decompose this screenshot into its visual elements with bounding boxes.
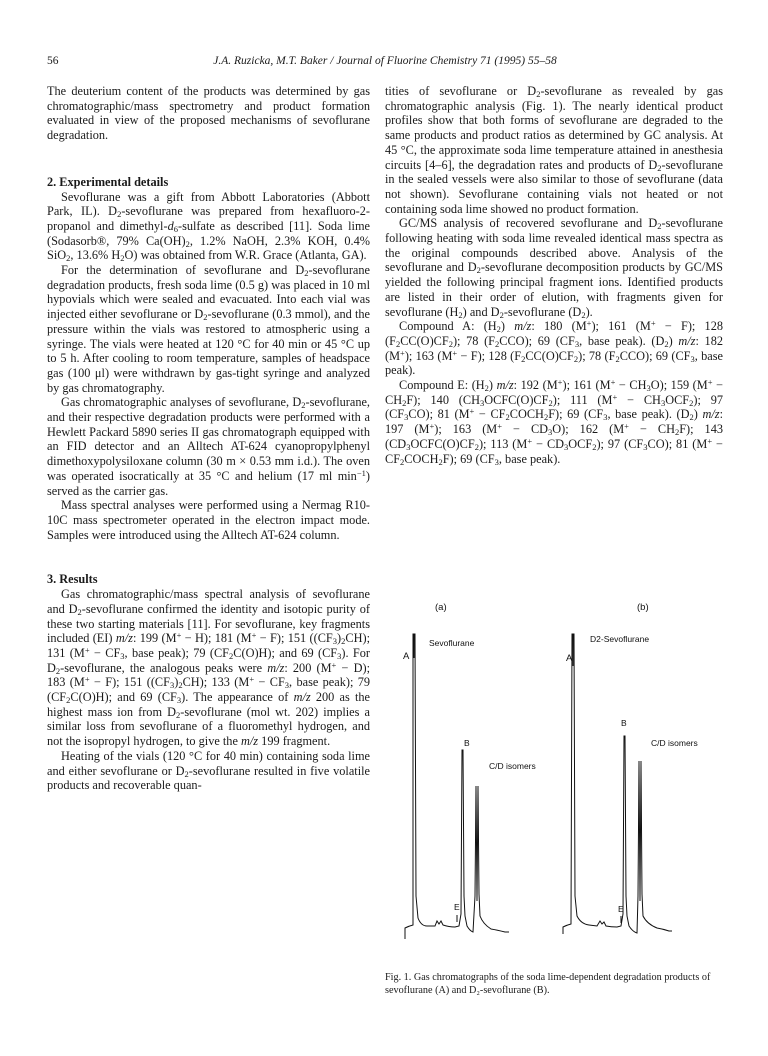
paragraph-materials: Sevoflurane was a gift from Abbott Laboratories (Abbott Park, IL). $D_2$-sevoflurane was prepared from hexafluoro-2-propanol and dimethyl-$d_6$-sulfate as described [11]. Soda lime (Sodasorb®, 79% $Ca(OH)_2$, 1.2% NaOH, 2.3% KOH, 0.4% SiO$_2$, 13.6% $H_2O$) was obtained from W.R. Grace (Atlanta, GA). [47,189,371,264]
trace-panel-b [563,634,672,934]
paragraph-gcms-analysis: GC/MS analysis of recovered sevoflurane and $D_2$-sevoflurane following heating with soda lime revealed identical mass spectra as the original compounds described above. Analysis of the sevoflurane and $D_2$-sevoflurane decomposition products by GC/MS yielded the following principal fragment ions. Identified products are listed in their order of elution, with fragments given for sevoflurane $(H_2)$ and $D_2$-sevoflurane $(D_2)$. [385,216,723,320]
paragraph-compound-a: Compound A: $(H_2)$ m/z: 180 (M+); 161 (M+ − F); 128 $(F_2CC(O)CF_2)$; 78 $(F_2CCO)$; 69 ($CF_3$, base peak). $(D_2)$ m/z: 182 (M+); 163 (M+ − F); 128 $(F_2CC(O)CF_2)$; 78 $(F_2CCO)$; 69 ($CF_3$, base peak). [385,318,723,378]
panel-b-label: (b) [637,602,649,613]
peak-b-label-a: B [464,738,470,748]
chromatogram-svg [385,596,725,966]
peak-e-label-a: E [454,902,460,912]
panel-a-label: (a) [435,602,447,613]
running-header [47,55,723,71]
journal-citation: J.A. Ruzicka, M.T. Baker / Journal of Fluorine Chemistry 71 (1995) 55–58 [213,55,557,67]
intro-paragraph-end: The deuterium content of the products was determined by gas chromatographic/mass spectrometry and product formation evaluated in view of the proposed mechanisms of sevoflurane degradation. [47,84,370,143]
paragraph-gc-method: Gas chromatographic analyses of sevoflurane, $D_2$-sevoflurane, and their respective degradation products were performed with a Hewlett Packard 5890 series II gas chromatograph equipped with an FID detector and an Alltech AT-624 cyanopropylphenyl dimethoxypolysiloxane column (30 m × 0.53 mm i.d.). The oven was operated isocratically at 35 °C and helium (17 ml $\min^{-1}$) served as the carrier gas. [47,395,370,498]
cd-isomers-label-b: C/D isomers [651,738,698,748]
section-heading-experimental: 2. Experimental details [47,174,169,189]
peak-a-label-a: A [403,651,410,662]
section-heading-results: 3. Results [47,572,98,587]
figure-caption: Fig. 1. Gas chromatographs of the soda lime-dependent degradation products of sevoflurane (A) and D₂-sevoflurane (B). [385,972,711,996]
peak-a-label-b: A [566,653,573,664]
cd-isomers-label-a: C/D isomers [489,761,536,771]
figure-1-chromatograms [385,596,725,966]
trace-panel-a [405,634,509,939]
paragraph-compound-e: Compound E: $(H_2)$ m/z: 192 (M+); 161 $(M^+ - CH_3O)$; 159 $(M^+ - CH_2F)$; 140 $(CH_3OCFC(O)CF_2)$; 111 $(M^+ - CH_3OCF_2)$; 97 $(CF_3CO)$; 81 $(M^+ - CF_2COCH_2F)$; 69 ($CF_3$, base peak). $(D_2)$ m/z: 197 (M+); 163 $(M^+ - CD_3O)$; 162 $(M^+ - CH_2F)$; 143 $(CD_3OCFC(O)CF_2)$; 113 $(M^+ - CD_3OCF_2)$; 97 $(CF_3CO)$; 81 $(M^+ - CF_2COCH_2F)$; 69 ($CF_3$, base peak). [385,377,724,467]
paragraph-results-heating: Heating of the vials (120 °C for 40 min) containing soda lime and either sevoflurane or $D_2$-sevoflurane resulted in five volatile products and recoverable quan- [47,748,370,793]
panel-a-title: Sevoflurane [429,638,475,648]
paragraph-results-continued: tities of sevoflurane or $D_2$-sevoflurane as revealed by gas chromatographic analysis (Fig. 1). The nearly identical product profiles show that both forms of sevoflurane are degraded to the same products and product ratios as determined by GC analysis. At 45 °C, the approximate soda lime temperature attained in anesthesia circuits [4–6], the degradation rates and products of $D_2$-sevoflurane in the sealed vessels were also similar to those of sevoflurane (data not shown). Sevoflurane containing vials not heated or not containing soda lime showed no product formation. [385,84,724,216]
panel-b-title: D2-Sevoflurane [590,634,650,644]
peak-b-label-b: B [621,718,627,728]
paragraph-degradation-method: For the determination of sevoflurane and $D_2$-sevoflurane degradation products, fresh soda lime (0.5 g) was placed in 10 ml hypovials which were sealed and evacuated. Into each vial was injected either sevoflurane or $D_2$-sevoflurane (0.3 mmol), and the pressure within the vials was restored to atmospheric using a syringe. The vials were heated at 120 °C for 40 min or 45 °C up to 5 h. After cooling to room temperature, samples of headspace gas (100 μl) were withdrawn by gas-tight syringe and analyzed by gas chromatography. [47,263,370,395]
peak-e-label-b: E [618,904,624,914]
paragraph-results-identity: Gas chromatographic/mass spectral analysis of sevoflurane and $D_2$-sevoflurane confirmed the identity and isotopic purity of these two starting materials [11]. For sevoflurane, key fragments included (EI) m/z: 199 (M+ − H); 181 (M+ − F); 151 $((CF_3)_2CH)$; 131 ($M^+ - CF_3$, base peak); 79 $(CF_2C(O)H)$; and 69 $(CF_3)$. For $D_2$-sevoflurane, the analogous peaks were m/z: 200 (M+ − D); 183 (M+ − F); 151 $((CF_3)_2CH)$; 133 ($M^+ - CF_3$, base peak); 79 $(CF_2C(O)H)$; and 69 $(CF_3)$. The appearance of m/z 200 as the highest mass ion from $D_2$-sevoflurane (mol wt. 202) implies a similar loss from sevoflurane of a fluoromethyl hydrogen, and not the isopropyl hydrogen, to give the m/z 199 fragment. [47,587,371,749]
page-number: 56 [47,55,59,67]
paragraph-ms-method: Mass spectral analyses were performed using a Nermag R10-10C mass spectrometer operated in the electron impact mode. Samples were introduced using the Alltech AT-624 column. [47,498,370,542]
left-column [47,84,370,793]
right-column [385,84,723,466]
